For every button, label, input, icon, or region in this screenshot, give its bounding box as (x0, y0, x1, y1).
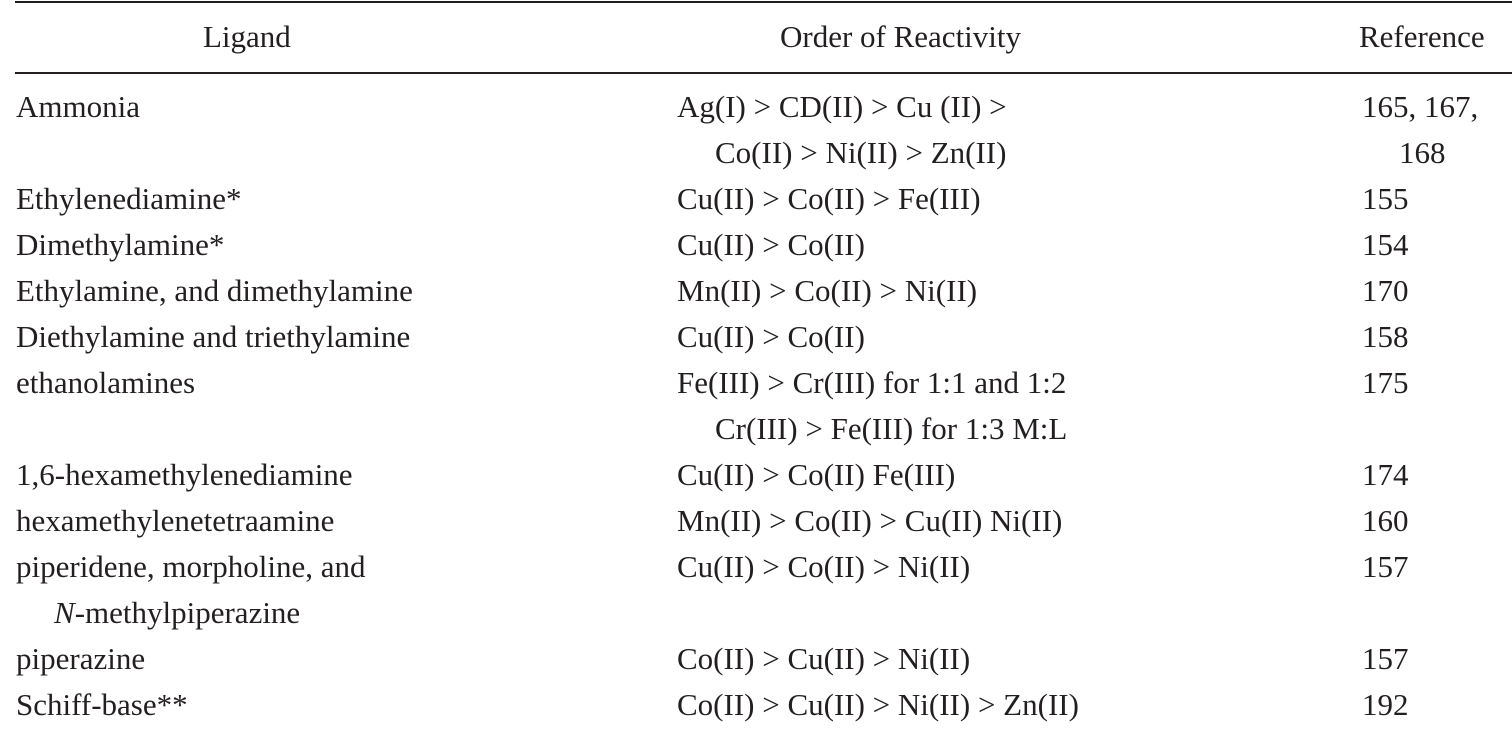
reference-cell: 157 (1362, 549, 1409, 584)
reference-cell: 158 (1362, 319, 1409, 354)
ligand-cell: ethanolamines (16, 365, 196, 400)
order-cell: Cu(II) > Co(II) > Ni(II) (677, 549, 971, 584)
table-row (0, 222, 1512, 268)
table-row (0, 498, 1512, 544)
reference-cell: 157 (1362, 641, 1409, 676)
table-row (0, 268, 1512, 314)
order-cell: Cu(II) > Co(II) (677, 227, 865, 262)
ligand-continuation: N-methylpiperazine (54, 595, 301, 630)
reference-cell: 192 (1362, 687, 1409, 722)
ligand-cell: piperazine (16, 641, 146, 676)
table-header-rule (15, 72, 1512, 74)
table-row (0, 176, 1512, 222)
order-cell: Mn(II) > Co(II) > Ni(II) (677, 273, 978, 308)
reference-cell: 170 (1362, 273, 1409, 308)
table-top-rule (15, 1, 1512, 3)
reference-cell: 160 (1362, 503, 1409, 538)
ligand-cell: Schiff-base** (16, 687, 188, 722)
table-row (0, 682, 1512, 728)
table-header (0, 14, 1512, 60)
order-cell: Cu(II) > Co(II) (677, 319, 865, 354)
ligand-cell: 1,6-hexamethylenediamine (16, 457, 353, 492)
order-cell: Cu(II) > Co(II) > Fe(III) (677, 181, 981, 216)
order-cell: Ag(I) > CD(II) > Cu (II) > Co(II) > Ni(II) > Zn(II) (677, 89, 1007, 170)
reference-cell: 165, 167, 168 (1362, 89, 1479, 170)
order-cell: Cu(II) > Co(II) Fe(III) (677, 457, 956, 492)
ligand-cell: Diethylamine and triethylamine (16, 319, 411, 354)
ligand-cell: Ethylenediamine* (16, 181, 242, 216)
column-header-ligand: Ligand (203, 19, 291, 54)
ligand-cell: Ammonia (16, 89, 140, 124)
table-row (0, 636, 1512, 682)
order-cell: Co(II) > Cu(II) > Ni(II) (677, 641, 971, 676)
table-body (0, 84, 1512, 728)
table-row (0, 84, 1512, 176)
ligand-cell: Ethylamine, and dimethylamine (16, 273, 413, 308)
reference-cell: 174 (1362, 457, 1409, 492)
order-cell: Fe(III) > Cr(III) for 1:1 and 1:2 Cr(III) > Fe(III) for 1:3 M:L (677, 365, 1068, 446)
order-cell: Mn(II) > Co(II) > Cu(II) Ni(II) (677, 503, 1063, 538)
reference-cell: 175 (1362, 365, 1409, 400)
ligand-cell: Dimethylamine* (16, 227, 225, 262)
table-row (0, 314, 1512, 360)
ligand-cell: hexamethylenetetraamine (16, 503, 335, 538)
reference-cell: 154 (1362, 227, 1409, 262)
table-row (0, 544, 1512, 636)
order-cell: Co(II) > Cu(II) > Ni(II) > Zn(II) (677, 687, 1079, 722)
column-header-reference: Reference (1359, 19, 1485, 54)
reference-cell: 155 (1362, 181, 1409, 216)
ligand-cell: piperidene, morpholine, and N-methylpiperazine (16, 544, 366, 636)
table-row (0, 452, 1512, 498)
column-header-order-of-reactivity: Order of Reactivity (780, 19, 1022, 54)
table-row (0, 360, 1512, 452)
